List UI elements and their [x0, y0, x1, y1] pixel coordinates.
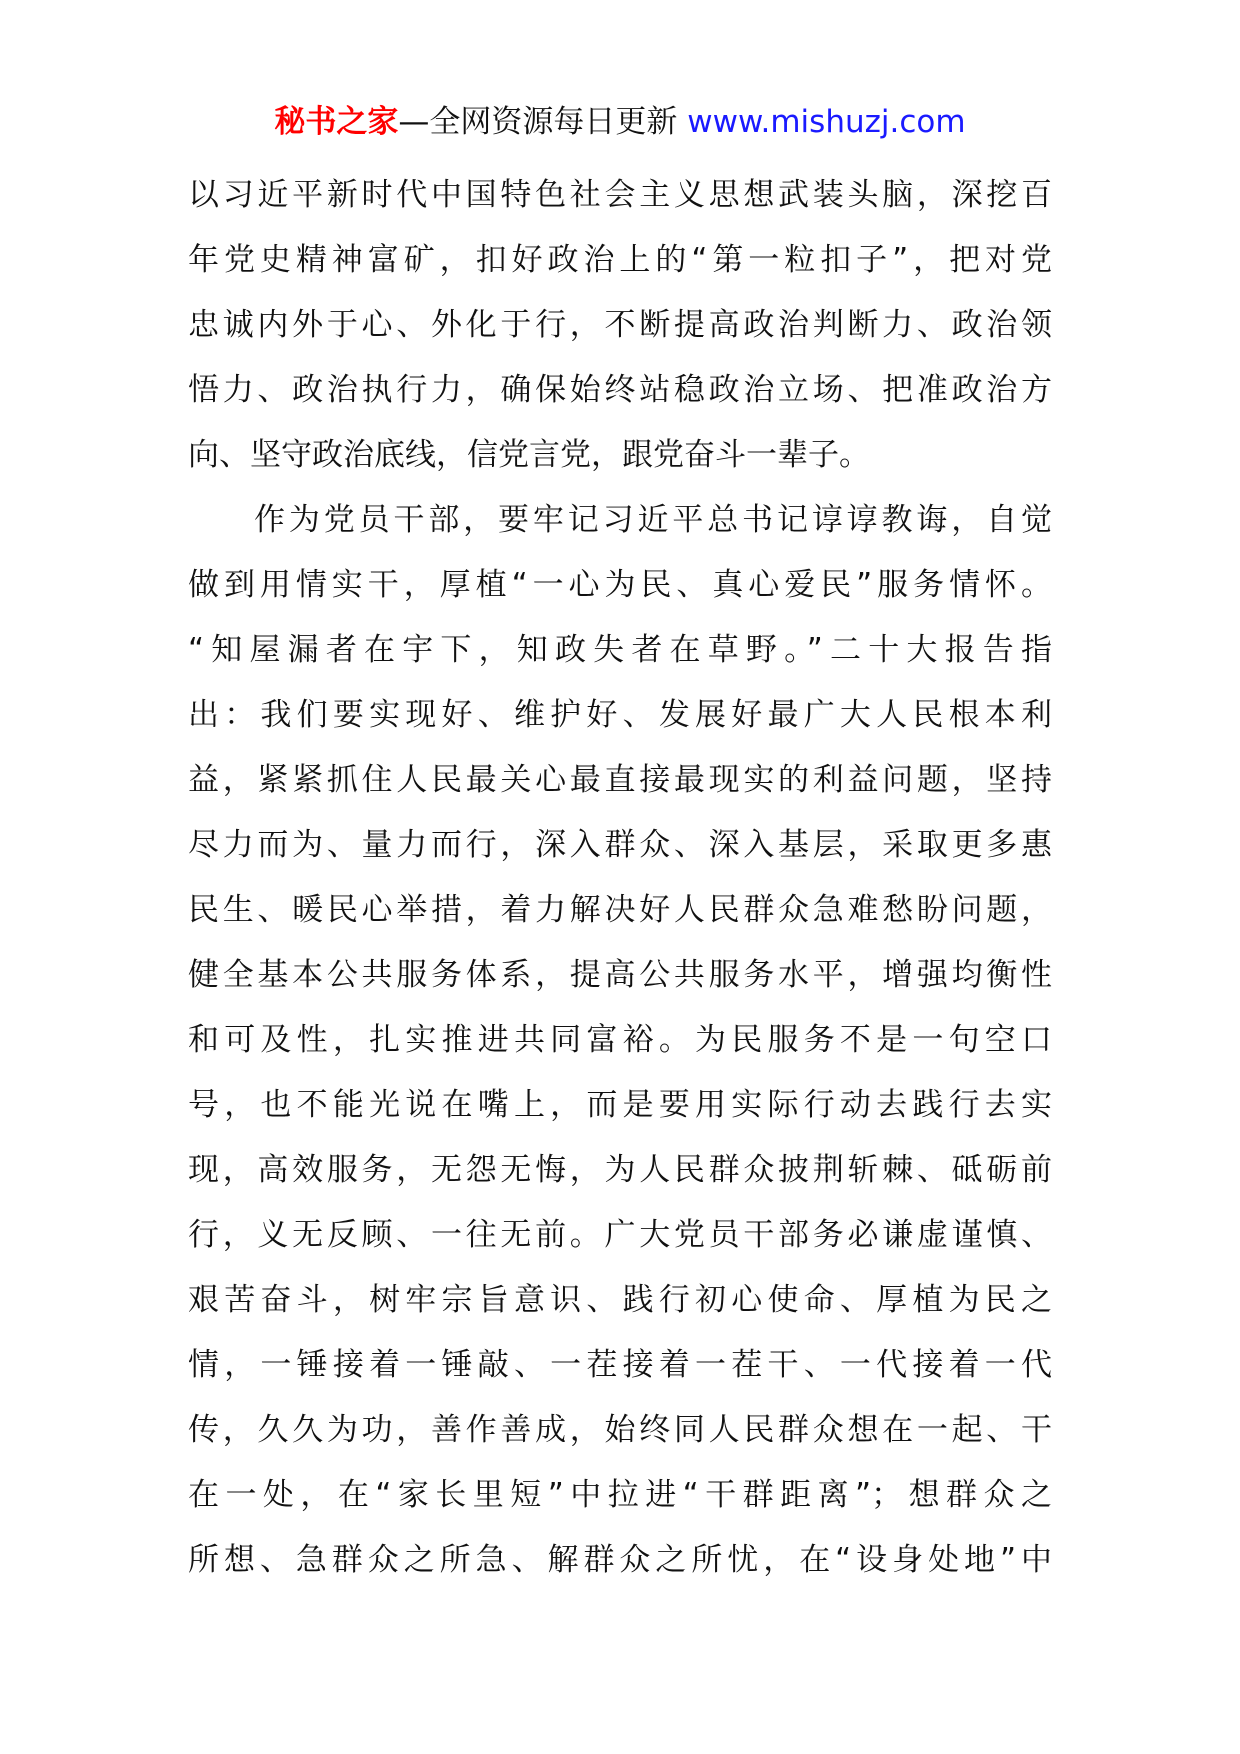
- text-line: 和可及性，扎实推进共同富裕。为民服务不是一句空口: [188, 1022, 1052, 1058]
- text-line: 健全基本公共服务体系，提高公共服务水平，增强均衡性: [188, 957, 1052, 993]
- text-line: “知屋漏者在宇下，知政失者在草野。”二十大报告指: [188, 632, 1052, 668]
- text-line: 忠诚内外于心、外化于行，不断提高政治判断力、政治领: [188, 307, 1052, 343]
- site-url-link[interactable]: www.mishuzj.com: [687, 104, 966, 140]
- text-line: 行，义无反顾、一往无前。广大党员干部务必谦虚谨慎、: [188, 1217, 1052, 1253]
- text-line: 在一处，在“家长里短”中拉进“干群距离”；想群众之: [188, 1477, 1052, 1513]
- header-tagline: —全网资源每日更新: [398, 104, 688, 140]
- text-line: 益，紧紧抓住人民最关心最直接最现实的利益问题，坚持: [188, 762, 1052, 798]
- text-line: 号，也不能光说在嘴上，而是要用实际行动去践行去实: [188, 1087, 1052, 1123]
- text-line: 现，高效服务，无怨无悔，为人民群众披荆斩棘、砥砺前: [188, 1152, 1052, 1188]
- text-line: 出：我们要实现好、维护好、发展好最广大人民根本利: [188, 697, 1052, 733]
- site-header: [0, 100, 1240, 144]
- text-line: 向、坚守政治底线，信党言党，跟党奋斗一辈子。: [188, 437, 870, 473]
- text-line: 年党史精神富矿，扣好政治上的“第一粒扣子”，把对党: [188, 242, 1052, 278]
- text-line: 尽力而为、量力而行，深入群众、深入基层，采取更多惠: [188, 827, 1052, 863]
- text-line: 情，一锤接着一锤敲、一茬接着一茬干、一代接着一代: [188, 1347, 1052, 1383]
- text-line: 民生、暖民心举措，着力解决好人民群众急难愁盼问题，: [188, 892, 1052, 928]
- text-line: 艰苦奋斗，树牢宗旨意识、践行初心使命、厚植为民之: [188, 1282, 1052, 1318]
- document-body: [188, 163, 1052, 1593]
- text-line: 做到用情实干，厚植“一心为民、真心爱民”服务情怀。: [188, 567, 1052, 603]
- brand-name: 秘书之家: [274, 104, 399, 140]
- text-line: 作为党员干部，要牢记习近平总书记谆谆教诲，自觉: [254, 502, 1052, 538]
- text-line: 传，久久为功，善作善成，始终同人民群众想在一起、干: [188, 1412, 1052, 1448]
- text-line: 悟力、政治执行力，确保始终站稳政治立场、把准政治方: [188, 372, 1052, 408]
- paragraph-2: [188, 488, 1052, 1593]
- paragraph-1: [188, 163, 1052, 488]
- text-line: 所想、急群众之所急、解群众之所忧，在“设身处地”中: [188, 1542, 1052, 1578]
- text-line: 以习近平新时代中国特色社会主义思想武装头脑，深挖百: [188, 177, 1052, 213]
